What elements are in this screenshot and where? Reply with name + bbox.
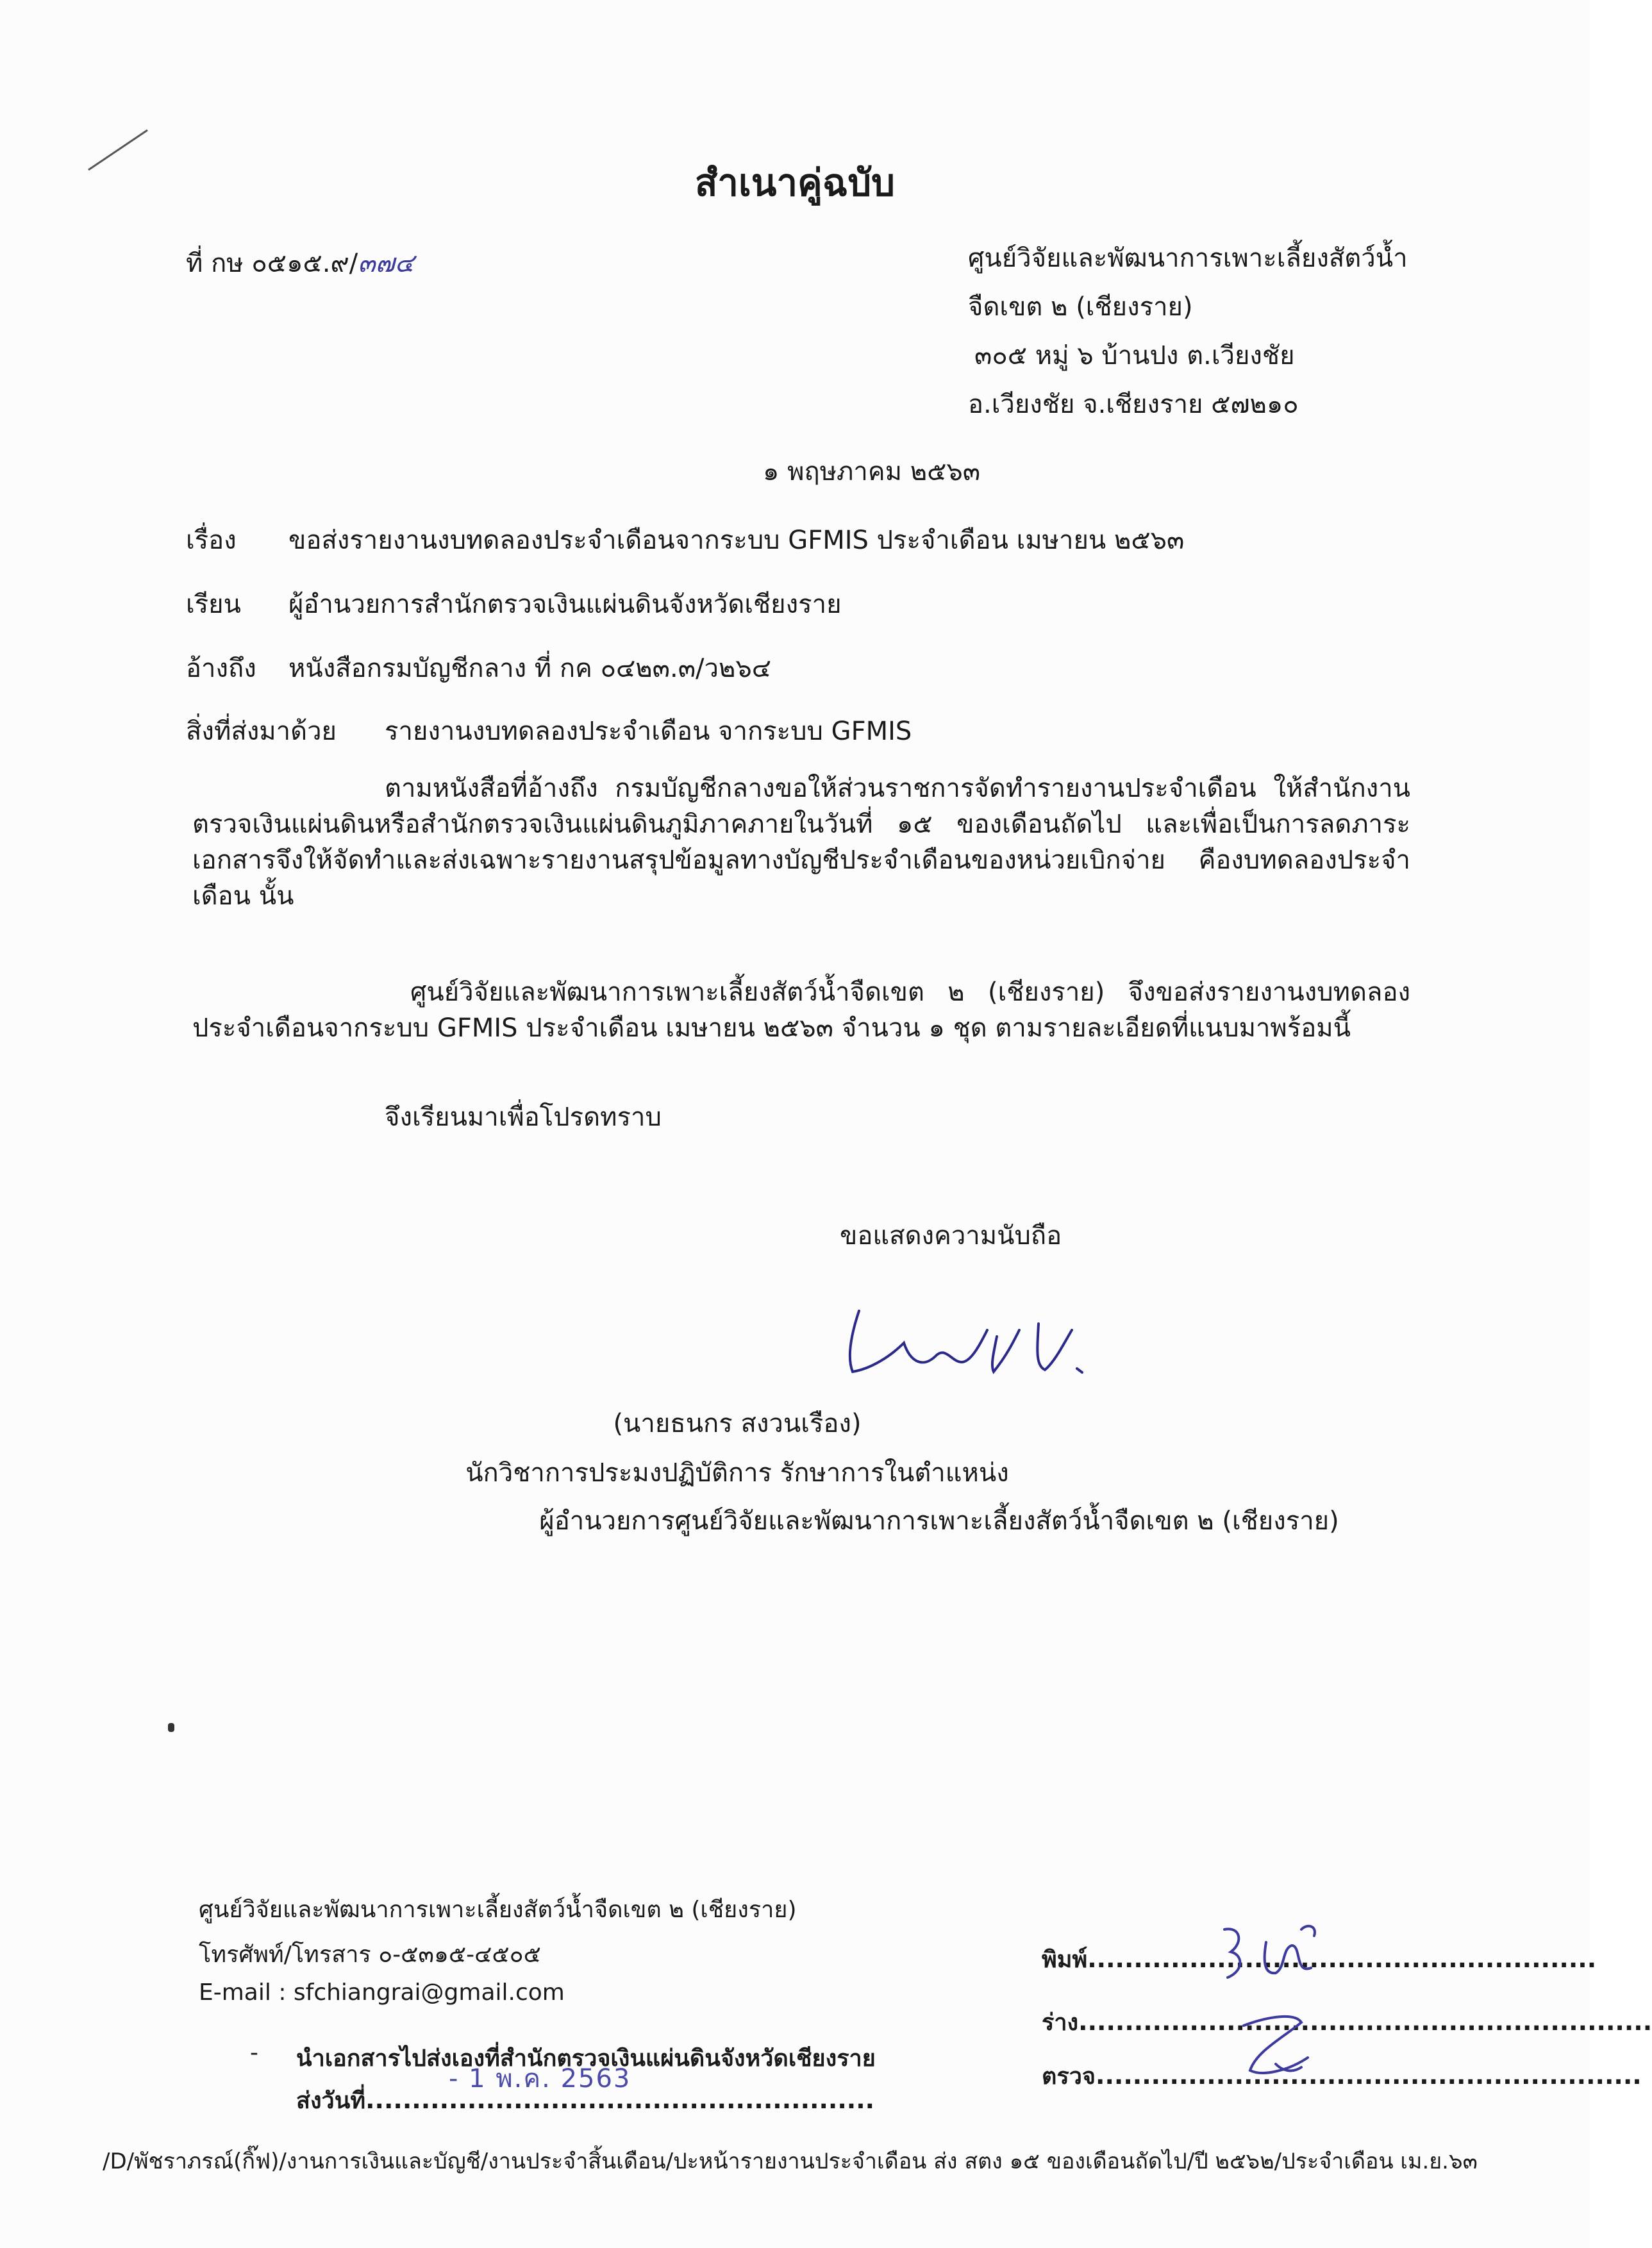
signer-name: (นายธนกร สงวนเรือง) bbox=[613, 1409, 862, 1438]
document-date: ๑ พฤษภาคม ๒๕๖๓ bbox=[763, 457, 981, 487]
address-line-1: ศูนย์วิจัยและพัฒนาการเพาะเลี้ยงสัตว์น้ำ bbox=[968, 244, 1408, 273]
sent-date-stamp: - 1 พ.ค. 2563 bbox=[449, 2064, 631, 2094]
draft-line: ร่าง.............................................................. bbox=[1042, 2008, 1652, 2036]
typed-line: พิมพ์....................................................... bbox=[1042, 1945, 1597, 1973]
address-line-2: จืดเขต ๒ (เชียงราย) bbox=[968, 292, 1193, 322]
signature-image bbox=[833, 1292, 1115, 1388]
enclosure-text: รายงานงบทดลองประจำเดือน จากระบบ GFMIS bbox=[385, 717, 912, 746]
reference-prefix: ที่ กษ ๐๕๑๕.๙/ bbox=[186, 249, 358, 278]
footer-phone: โทรศัพท์/โทรสาร ๐-๕๓๑๕-๔๕๐๕ bbox=[199, 1942, 541, 1968]
sent-date-line: ส่งวันที่....................................................... bbox=[296, 2086, 875, 2114]
to-label: เรียน bbox=[186, 590, 241, 619]
reference-label: อ้างถึง bbox=[186, 654, 256, 683]
initials-image bbox=[1205, 1917, 1353, 2096]
file-path: /D/พัชราภรณ์(กิ๊ฟ)/งานการเงินและบัญชี/งานประจำสิ้นเดือน/ปะหน้ารายงานประจำเดือน ส่ง สตง ๑๕ ของเดือนถัดไป/ปี ๒๕๖๒/ประจำเดือน เม.ย.๖๓ bbox=[103, 2149, 1478, 2174]
reference-text: หนังสือกรมบัญชีกลาง ที่ กค ๐๔๒๓.๓/ว๒๖๔ bbox=[288, 654, 772, 683]
delivery-note: นำเอกสารไปส่งเองที่สำนักตรวจเงินแผ่นดินจังหวัดเชียงราย bbox=[296, 2045, 876, 2072]
reference-handwritten: ๓๗๔ bbox=[358, 249, 414, 278]
address-line-4: อ.เวียงชัย จ.เชียงราย ๕๗๒๑๐ bbox=[968, 390, 1299, 419]
regards: ขอแสดงความนับถือ bbox=[840, 1221, 1062, 1251]
signer-position-2: ผู้อำนวยการศูนย์วิจัยและพัฒนาการเพาะเลี้ยงสัตว์น้ำจืดเขต ๒ (เชียงราย) bbox=[539, 1506, 1339, 1536]
footer-org: ศูนย์วิจัยและพัฒนาการเพาะเลี้ยงสัตว์น้ำจืดเขต ๒ (เชียงราย) bbox=[199, 1897, 797, 1923]
subject-text: ขอส่งรายงานงบทดลองประจำเดือนจากระบบ GFMIS ประจำเดือน เมษายน ๒๕๖๓ bbox=[288, 526, 1185, 555]
address-line-3: ๓๐๕ หมู่ ๖ บ้านปง ต.เวียงชัย bbox=[974, 341, 1295, 371]
footer-email: E-mail : sfchiangrai@gmail.com bbox=[199, 1979, 565, 2006]
subject-label: เรื่อง bbox=[186, 526, 237, 555]
document-title: สำเนาคู่ฉบับ bbox=[695, 161, 895, 204]
body-paragraph-2: ศูนย์วิจัยและพัฒนาการเพาะเลี้ยงสัตว์น้ำจืดเขต ๒ (เชียงราย) จึงขอส่งรายงานงบทดลองประจำเดือนจากระบบ GFMIS ประจำเดือน เมษายน ๒๕๖๓ จำนวน ๑ ชุด ตามรายละเอียดที่แนบมาพร้อมนี้ bbox=[192, 978, 1410, 1043]
enclosure-label: สิ่งที่ส่งมาด้วย bbox=[186, 717, 337, 746]
typed-label: พิมพ์ bbox=[1042, 1947, 1088, 1973]
reference-number bbox=[186, 242, 414, 283]
to-text: ผู้อำนวยการสำนักตรวจเงินแผ่นดินจังหวัดเชียงราย bbox=[288, 590, 842, 619]
closing-line: จึงเรียนมาเพื่อโปรดทราบ bbox=[385, 1103, 662, 1132]
sent-date-label: ส่งวันที่ bbox=[296, 2088, 366, 2114]
check-line: ตรวจ........................................................... bbox=[1042, 2061, 1642, 2090]
body-paragraph-1: ตามหนังสือที่อ้างถึง กรมบัญชีกลางขอให้ส่วนราชการจัดทำรายงานประจำเดือน ให้สำนักงานตรวจเงินแผ่นดินหรือสำนักตรวจเงินแผ่นดินภูมิภาคภายในวันที่ ๑๕ ของเดือนถัดไป และเพื่อเป็นการลดภาระเอกสารจึงให้จัดทำและส่งเฉพาะรายงานสรุปข้อมูลทางบัญชีประจำเดือนของหน่วยเบิกจ่าย คืองบทดลองประจำเดือน นั้น bbox=[192, 774, 1410, 911]
signer-position-1: นักวิชาการประมงปฏิบัติการ รักษาการในตำแหน่ง bbox=[465, 1458, 1009, 1488]
scan-speck bbox=[168, 1723, 174, 1732]
check-label: ตรวจ bbox=[1042, 2063, 1096, 2090]
delivery-dash: - bbox=[250, 2040, 258, 2066]
draft-label: ร่าง bbox=[1042, 2010, 1079, 2036]
